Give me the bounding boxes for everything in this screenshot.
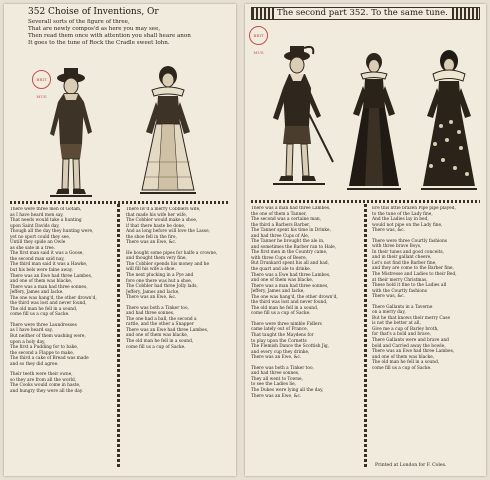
verse-line: The first a Pudding for to bake, — [10, 345, 79, 351]
verse-line: on a merry day, — [372, 310, 406, 316]
verse-line: with three brave Boys, — [372, 244, 422, 250]
verse-line: The first man said it was a Goose, — [10, 251, 84, 257]
verse-block — [126, 207, 230, 246]
verse-line: the third a Barbers Barber, — [251, 222, 311, 228]
verse-line: come fill us a cup of Sacke. — [251, 311, 311, 317]
verse-line: but his bels were falne away. — [10, 268, 73, 274]
verse-line: and had three sonnes, — [126, 311, 175, 317]
verse-line: upon a holy day, — [10, 339, 46, 345]
verse-line: the one of them a Tanner, — [251, 211, 307, 217]
verse-line: There liv'd a merry Cobblers wife, — [126, 207, 201, 212]
verse-line: The third a cake of Bread was made — [10, 356, 89, 362]
verse-line: and they are come to the Barber fine, — [372, 266, 454, 272]
subtitle-line: That are newly compos'd as here you may see, — [28, 26, 161, 32]
verse-line: come fill us a cup of Sacke. — [372, 365, 432, 371]
verse-line: to play upon the Cornetts — [251, 338, 307, 344]
verse-line: and in their gallant cheere, — [372, 255, 432, 261]
subtitle-line: Then read them once with attention you shall heare anon — [28, 33, 191, 39]
verse-line: That needs would take a hunting — [10, 218, 82, 224]
verse-line: These hold it fine to the Ladies all — [372, 283, 447, 289]
verse-line: There was an Ewe had three Lambes, — [10, 273, 93, 279]
verse-line: and one of them was blacke, — [126, 333, 189, 339]
verse-line: bold and Carried away the bowle, — [372, 343, 446, 349]
verse-line: There was an Ewe, &c. — [251, 355, 302, 361]
verse-line: and had three sonnes, — [251, 371, 300, 377]
verse-block — [372, 239, 482, 300]
verse-line: The third man said it was a Hawke, — [10, 262, 88, 268]
verse-line: Let's not find the Barber fine, — [372, 260, 437, 266]
verse-block — [372, 206, 482, 234]
verse-block — [251, 322, 362, 361]
verse-line: He bought some pipes for halfe a crowne, — [126, 250, 218, 256]
verse-block — [10, 372, 114, 394]
verse-line: The first men in the Country came, — [251, 250, 328, 256]
verse-line: and one of them was blacke, — [251, 278, 314, 284]
verse-line: come fill us a cup of Sacke. — [126, 344, 186, 350]
verse-line: Though all the day they hunting were, — [10, 229, 94, 235]
left-column-2 — [126, 207, 230, 469]
verse-line: The next plucking in a Pye and — [126, 273, 194, 279]
verse-line: the third was lost and never found, — [251, 300, 328, 306]
verse-line: The second was a certaine man, — [251, 217, 322, 223]
verse-block — [126, 306, 230, 350]
verse-line: There was, &c. — [372, 228, 405, 234]
verse-line: the second a Flappe to make, — [10, 350, 75, 356]
verse-line: There were three men of Gotam, — [10, 207, 82, 212]
verse-line: and hungry they were all the day. — [10, 388, 83, 394]
woodcut-lady-figure — [343, 50, 405, 195]
left-title: 352 Choise of Inventions, Or — [28, 7, 159, 17]
subtitle-line: It goes to the tune of Rock the Cradle sweet Iohn. — [28, 40, 170, 46]
verse-line: There were three Laundresses — [10, 322, 77, 328]
verse-line: The old man he fell in a sound, — [251, 305, 319, 311]
verse-line: The old man he fell in a sound, — [126, 339, 194, 345]
verse-line: There was a Ewe had three Lambes, — [251, 272, 331, 278]
verse-line: The Cobbler spends his money and he — [126, 261, 210, 267]
left-broadside-sheet — [4, 4, 236, 476]
verse-line: and had three Cups of Ale, — [251, 233, 310, 239]
verse-line: and one of them was blacke, — [372, 354, 435, 360]
title-border-band — [251, 7, 480, 20]
verse-line: as I have heard say, — [10, 328, 53, 334]
verse-line: to the tune of the Lady fine, — [372, 211, 433, 217]
verse-line: came lately out of France, — [251, 327, 308, 333]
verse-line: The Dukes were lying all the day, — [251, 387, 324, 393]
verse-line: The one was hang'd, the other drown'd, — [251, 294, 338, 300]
verse-line: would not pipe on the Lady fine, — [372, 222, 443, 228]
verse-line: The old man he fell in a sound, — [10, 306, 78, 312]
verse-line: There was an Ewe, &c. — [251, 393, 302, 399]
column-divider — [364, 204, 367, 468]
verse-line: Their teeth were their owne, — [10, 372, 73, 378]
verse-line: There was both a Tinker too, — [251, 365, 314, 371]
verse-line: There was an Ewe, &c. — [126, 295, 177, 301]
verse-line: Untill they spide an Owle — [10, 240, 66, 246]
verse-line: But Drunkard spent his all and had, — [251, 261, 330, 267]
column-divider — [117, 204, 120, 468]
verse-line: and every cup they drinke, — [251, 349, 310, 355]
verse-line: Jeffery, James and Iacke, — [126, 289, 180, 295]
verse-line: The Tanner he brought the ale in, — [251, 239, 325, 245]
verse-line: There was an Ewe, &c. — [126, 240, 177, 246]
verse-line: with the Courtly fashions — [372, 288, 427, 294]
verse-line: at their merry Christmas, — [372, 277, 428, 283]
verse-line: and so they did agree. — [10, 361, 59, 367]
verse-line: In their tunes and good conceits, — [372, 249, 444, 255]
verse-line: There Gallants in a Taverne — [372, 304, 433, 310]
verse-line: The old man he fell in a sound, — [372, 360, 440, 366]
verse-line: The Cobbler had three Jolly lads, — [126, 284, 198, 290]
woodcut-man-figure — [42, 64, 100, 204]
verse-line: fore one there was but a shoe, — [126, 278, 193, 284]
verse-block — [10, 207, 114, 318]
verse-line: and sometimes the Barber ran to Hale, — [251, 244, 337, 250]
library-stamp: BRIT MUS — [32, 70, 51, 89]
verse-line: the third was lost and never found, — [10, 301, 87, 307]
verse-line: The one had a ball, the second a — [126, 316, 197, 322]
verse-line: with three Cups of Beere, — [251, 255, 308, 261]
verse-block — [372, 305, 482, 372]
verse-line: There was both a Tinker too, — [126, 305, 189, 311]
subtitle-line: Severall sorts of the figure of three, — [28, 19, 130, 25]
woodcut-patterned-lady-figure — [417, 48, 481, 196]
verse-line: They all went to Towne, — [251, 376, 303, 382]
verse-block — [10, 323, 114, 367]
verse-line: The one was hang'd, the other drown'd, — [10, 295, 97, 301]
verse-line: will fill his wife a shoe. — [126, 267, 176, 273]
verse-line: rattle, and the other a Snapper — [126, 322, 194, 328]
verse-line: There was a man had three sonnes, — [10, 284, 88, 290]
woodcut-swordsman-figure — [263, 44, 335, 194]
left-column-1 — [10, 207, 114, 469]
verse-line: But he that knows their merry Case — [372, 315, 450, 321]
verse-line: The Flemish Dance the Scottish Jig, — [251, 344, 330, 350]
verse-line: There was an Ewe had three Lambes, — [126, 327, 209, 333]
verse-line: The Tanner spent his time in Drinke, — [251, 228, 331, 234]
verse-line: Jeffery, James and Iacke, — [251, 289, 305, 295]
verse-line: and one of them was blacke, — [10, 279, 73, 285]
verse-line: come fill us a cup of Sacke. — [10, 312, 70, 318]
verse-line: There was, &c. — [372, 294, 405, 300]
library-stamp: BRIT MUS — [249, 26, 268, 45]
verse-line: The Cobbler would make a shoe, — [126, 218, 198, 224]
verse-line: There were three nimble Fidlers — [251, 321, 322, 327]
verse-line: And the Ladies lay in bed, — [372, 217, 429, 223]
verse-line: yet no sport could they see, — [10, 234, 71, 240]
verse-line: The Cooks would come in haste, — [10, 383, 81, 389]
verse-block — [126, 251, 230, 301]
printer-imprint: Printed at London for F. Coles. — [375, 463, 447, 468]
verse-line: Jeffery, James and Iacke. — [10, 290, 64, 296]
verse-line: But neither of them washing were, — [10, 334, 86, 340]
verse-line: There was an Ewe had three Lambes, — [372, 349, 455, 355]
verse-line: to see the Ladies lie, — [251, 382, 297, 388]
verse-line: Give me a cup of Barley broth, — [372, 326, 439, 332]
verse-line: and thought them very fine, — [126, 256, 187, 262]
right-column-2 — [372, 206, 482, 458]
verse-line: for that's a bold and brave, — [372, 332, 432, 338]
verse-line: as I have heard men say, — [10, 212, 64, 218]
verse-line: There was a man had three sonnes, — [251, 283, 329, 289]
verse-line: the shoe fell in the fire, — [126, 234, 177, 240]
right-title: The second part 352. To the same tune. — [274, 8, 451, 19]
verse-line: And as long before will love the Lasse, — [126, 229, 210, 235]
woodcut-woman-figure — [132, 62, 204, 197]
verse-line: upon Saint Davids day, — [10, 223, 60, 229]
verse-block — [251, 206, 362, 317]
verse-line: is not the better at all, — [372, 321, 421, 327]
verse-line: The Mistresse and Ladies to their Bed, — [372, 272, 457, 278]
verse-line: There Gallants were and brave and — [372, 338, 449, 344]
verse-line: so they are from all the world, — [10, 377, 77, 383]
verse-line: the quart and ale to drinke. — [251, 267, 312, 273]
verse-line: That taught the Maydens for — [251, 333, 314, 339]
right-broadside-sheet — [245, 4, 486, 476]
ornamental-divider — [251, 200, 480, 203]
ornamental-divider — [10, 201, 230, 204]
left-subtitle — [28, 19, 191, 47]
verse-block — [251, 366, 362, 399]
verse-line: the second man said nay, — [10, 256, 65, 262]
verse-line: as she sate in a tree. — [10, 245, 56, 251]
verse-line: if that there haste be done, — [126, 223, 186, 229]
verse-line: that made his wife her wife, — [126, 212, 187, 218]
right-column-1 — [251, 206, 362, 468]
verse-line: There was a man had three Lambes, — [251, 206, 331, 211]
verse-line: There were three Courtly fashions — [372, 238, 447, 244]
verse-line: Ere this little brazen Pipe pipe played, — [372, 206, 456, 211]
